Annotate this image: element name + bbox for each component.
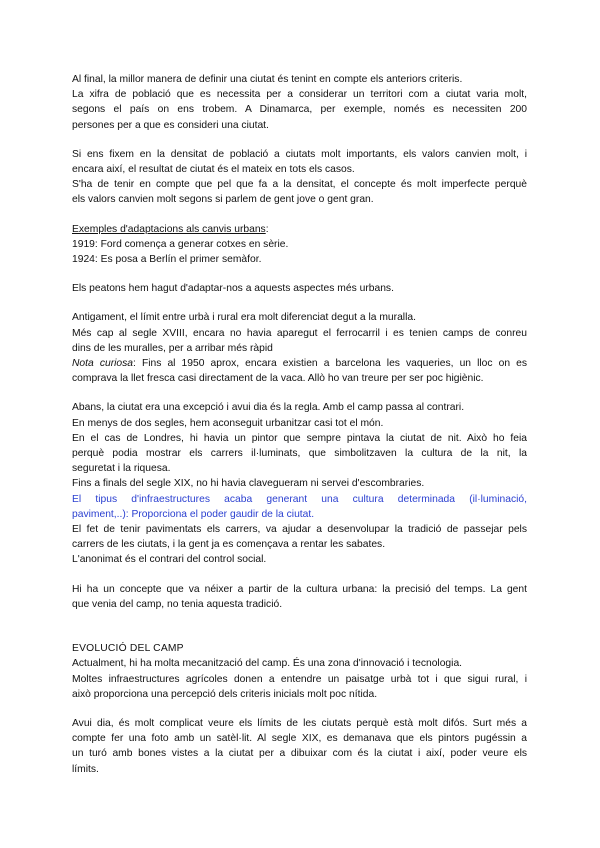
- text-line: els valors canvien molt segons si parlem de gent jove o gent gran.: [72, 194, 374, 206]
- text-line: En menys de dos segles, hem aconseguit urbanitzar casi tot el món.: [72, 417, 384, 429]
- text-line: carrers de les ciutats, i la gent ja es començava a rentar les sabates.: [72, 539, 386, 551]
- text-line: comprava la llet fresca casi directament de la vaca. Allò ho van treure per ser poc higiènic.: [72, 373, 484, 385]
- subheading-text: Exemples d'adaptacions als canvis urbans: [72, 223, 266, 235]
- text-line: Avui dia, és molt complicat veure els límits de les ciutats perquè està molt difós. Surt més a: [72, 717, 527, 729]
- paragraph-density: [72, 147, 527, 208]
- text-line: Hi ha un concepte que va néixer a partir de la cultura urbana: la precisió del temps. La gent: [72, 583, 527, 595]
- text-line: Fins a finals del segle XIX, no hi havia clavegueram ni servei d'escombraries.: [72, 478, 425, 490]
- text-line: que venia del camp, no tenia aquesta tradició.: [72, 598, 283, 610]
- text-line: segons el país on ens trobem. A Dinamarca, per exemple, només es necessiten 200: [72, 104, 527, 116]
- text-line: Moltes infraestructures agrícoles donen a entendre un paisatge urbà tot i que sigui rural, i: [72, 673, 527, 685]
- highlighted-text-line: El tipus d'infraestructures acaba generant una cultura determinada (il·luminació,: [72, 493, 527, 505]
- text-line: persones per a que es consideri una ciutat.: [72, 119, 269, 131]
- text-line: 1924: Es posa a Berlín el primer semàfor.: [72, 254, 262, 266]
- text-line: L'anonimat és el contrari del control social.: [72, 554, 267, 566]
- section-evolucio-del-camp: [72, 641, 527, 702]
- text-line: S'ha de tenir en compte que pel que fa a la densitat, el concepte és molt imperfecte perquè: [72, 179, 527, 191]
- subheading-colon: :: [265, 223, 269, 235]
- text-line: La xifra de població que es necessita per a considerar un territori com a ciutat varia molt,: [72, 89, 527, 101]
- text-line: [72, 356, 527, 371]
- paragraph-urbanization: [72, 400, 527, 567]
- text-line: Al final, la millor manera de definir una ciutat és tenint en compte els anteriors criteris.: [72, 74, 463, 85]
- paragraph-city-definition: [72, 72, 527, 133]
- text-line: límits.: [72, 763, 99, 775]
- text-line: encara així, el resultat de ciutat és el mateix en tots els casos.: [72, 164, 355, 176]
- text-line: seguretat i la riquesa.: [72, 463, 171, 475]
- text-line: En el cas de Londres, hi havia un pintor que sempre pintava la ciutat de nit. Això ho feia: [72, 432, 527, 444]
- text-line: Més cap al segle XVIII, encara no havia aparegut el ferrocarril i es tenien camps de conreu: [72, 327, 527, 339]
- text-line: Actualment, hi ha molta mecanització del camp. És una zona d'innovació i tecnologia.: [72, 658, 463, 670]
- text-line: Antigament, el límit entre urbà i rural era molt diferenciat degut a la muralla.: [72, 312, 416, 324]
- document-page: [72, 72, 527, 777]
- text-line: un turó amb bones vistes a la ciutat per a dibuixar com és la ciutat i així, poder veure els: [72, 748, 527, 760]
- text-line: 1919: Ford comença a generar cotxes en sèrie.: [72, 238, 289, 250]
- text-line: compte fer una foto amb un satèl·lit. Al segle XIX, es demanava que els pintors pugéssin a: [72, 733, 527, 745]
- paragraph-pedestrians: [72, 281, 527, 296]
- text-line: Els peatons hem hagut d'adaptar-nos a aquests aspectes més urbans.: [72, 283, 394, 295]
- paragraph-city-limits-today: [72, 716, 527, 777]
- section-subheading: [72, 222, 527, 237]
- paragraph-city-limits-history: [72, 310, 527, 386]
- text-line: Abans, la ciutat era una excepció i avui dia és la regla. Amb el camp passa al contrari.: [72, 402, 465, 414]
- text-line: El fet de tenir pavimentats els carrers, va ajudar a desenvolupar la tradició de passejar pels: [72, 524, 527, 536]
- note-text: : Fins al 1950 aprox, encara existien a barcelona les vaqueries, un lloc on es: [133, 358, 527, 370]
- text-line: perquè podia mostrar els carrers il·luminats, que simbolitzaven la cultura de la nit, la: [72, 448, 527, 460]
- text-line: això proporciona una percepció dels criteris inicials molt poc nítida.: [72, 688, 378, 700]
- paragraph-urban-adaptations: [72, 222, 527, 268]
- paragraph-time-precision: [72, 582, 527, 612]
- highlighted-text-line: paviment,..): Proporciona el poder gaudir de la ciutat.: [72, 508, 315, 520]
- note-label: Nota curiosa: [72, 358, 134, 370]
- text-line: Si ens fixem en la densitat de població a ciutats molt importants, els valors canvien molt, i: [72, 148, 527, 160]
- text-line: dins de les muralles, per a arribar més ràpid: [72, 342, 273, 354]
- section-heading: EVOLUCIÓ DEL CAMP: [72, 643, 184, 655]
